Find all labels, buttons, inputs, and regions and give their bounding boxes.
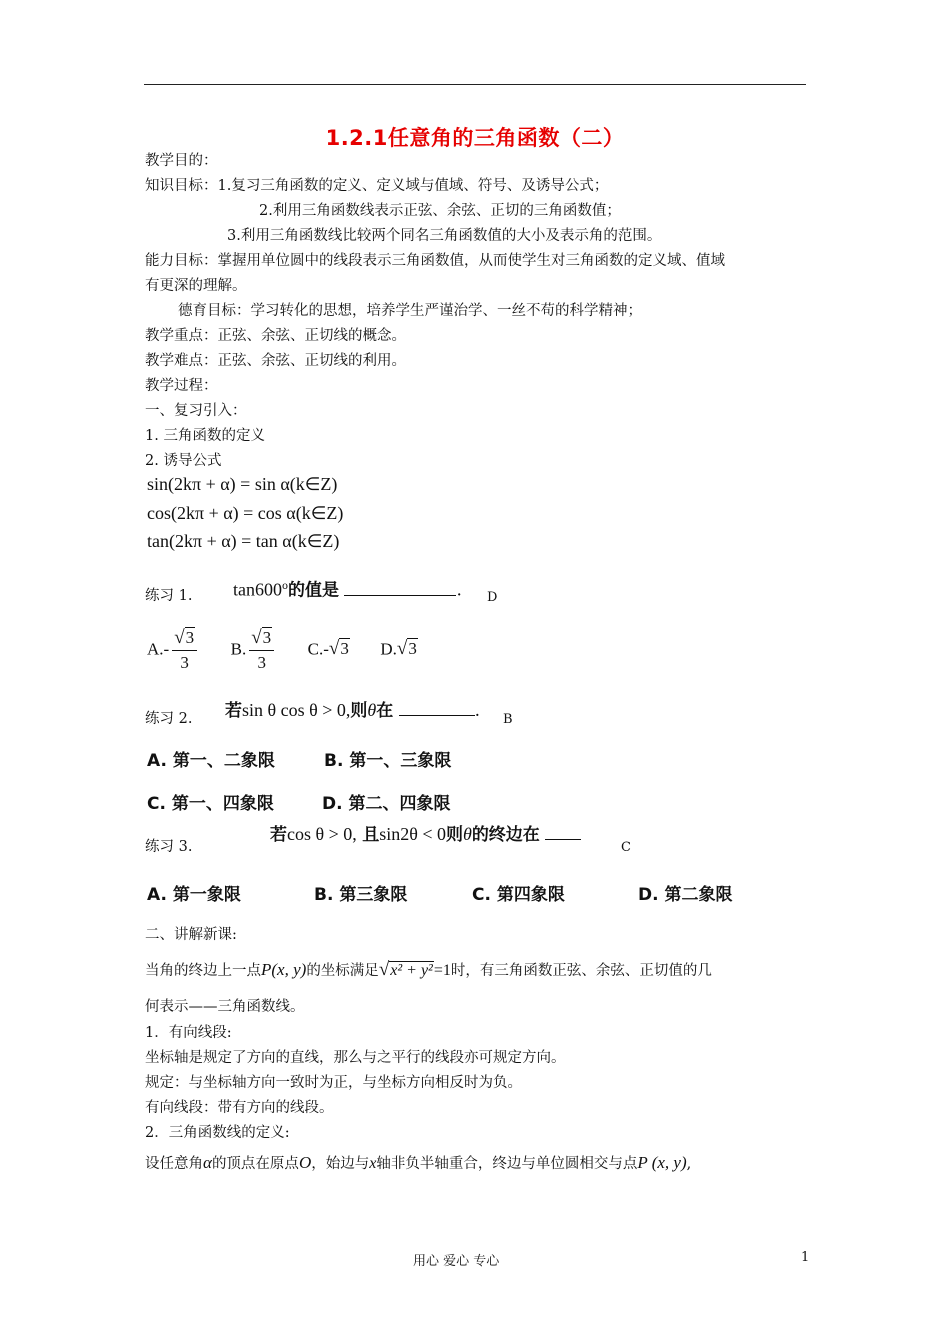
answer-blank	[344, 594, 456, 596]
exercise-2-option-a: A. 第一、二象限	[147, 751, 275, 771]
knowledge-objective-2: 2.利用三角函数线表示正弦、余弦、正切的三角函数值；	[259, 203, 621, 219]
review-item-1: 1. 三角函数的定义	[145, 428, 265, 444]
exercise-2-option-c: C. 第一、四象限	[147, 794, 274, 814]
difficulty: 教学难点：正弦、余弦、正切线的利用。	[145, 353, 406, 369]
header-rule	[144, 84, 806, 85]
exercise-1-question-text: 的值是	[288, 580, 340, 601]
exercise-3-option-a: A. 第一象限	[147, 885, 241, 905]
section-1-line-2: 规定：与坐标轴方向一致时为正，与坐标方向相反时为负。	[145, 1075, 522, 1091]
option-a-fraction: $\frac{√3}{3}$	[172, 626, 197, 675]
answer-blank	[545, 838, 581, 840]
moral-objective: 德育目标：学习转化的思想，培养学生严谨治学、一丝不苟的科学精神；	[178, 303, 642, 319]
option-a-label: A.-	[147, 639, 170, 659]
key-point: 教学重点：正弦、余弦、正切线的概念。	[145, 328, 406, 344]
exercise-3-question: 若cos θ > 0, 且sin2θ < 0则θ的终边在	[270, 824, 581, 845]
section-2-definition: 设任意角α的顶点在原点O，始边与x轴非负半轴重合，终边与单位圆相交与点P (x, y),	[145, 1153, 692, 1172]
sqrt-symbol: √x² + y²	[378, 959, 433, 980]
review-item-2: 2. 诱导公式	[145, 453, 222, 469]
formula-cos: cos(2kπ + α) = cos α(k∈Z)	[147, 503, 344, 523]
option-d-sqrt: √3	[396, 638, 417, 660]
exercise-1-answer: D	[487, 590, 498, 605]
page-title: 1.2.1任意角的三角函数（二）	[325, 126, 625, 150]
exercise-2-question: 若sin θ cos θ > 0,则θ在 .	[225, 700, 481, 721]
objectives-heading: 教学目的：	[145, 153, 218, 169]
new-lesson-intro: 当角的终边上一点P(x, y)的坐标满足√x² + y²=1时，有三角函数正弦、余弦、正切值的几	[145, 954, 712, 987]
formula-sin: sin(2kπ + α) = sin α(k∈Z)	[147, 474, 338, 494]
section-1-line-3: 有向线段：带有方向的线段。	[145, 1100, 334, 1116]
exercise-1-label: 练习 1.	[145, 588, 193, 604]
knowledge-objective-1: 知识目标：1.复习三角函数的定义、定义域与值域、符号、及诱导公式；	[145, 178, 609, 194]
new-lesson-heading: 二、讲解新课:	[145, 927, 237, 943]
ability-objective-line-1: 能力目标：掌握用单位圆中的线段表示三角函数值，从而使学生对三角函数的定义域、值域	[145, 253, 725, 269]
exercise-1-options	[147, 626, 418, 675]
exercise-3-option-d: D. 第二象限	[638, 885, 733, 905]
page-number: 1	[801, 1250, 810, 1265]
option-c-sqrt: √3	[328, 638, 349, 660]
answer-blank	[399, 714, 475, 716]
exercise-2-option-b: B. 第一、三象限	[324, 751, 452, 771]
knowledge-objective-3: 3.利用三角函数线比较两个同名三角函数值的大小及表示角的范围。	[227, 228, 662, 244]
option-d-label: D.	[380, 639, 397, 659]
option-b-fraction: $\frac{√3}{3}$	[249, 626, 274, 675]
exercise-3-option-b: B. 第三象限	[314, 885, 408, 905]
degree-mark: o	[282, 581, 289, 592]
exercise-3-option-c: C. 第四象限	[472, 885, 565, 905]
exercise-2-option-d: D. 第二、四象限	[322, 794, 451, 814]
section-2-heading: 2．三角函数线的定义:	[145, 1125, 290, 1141]
section-1-heading: 1．有向线段:	[145, 1025, 232, 1041]
exercise-1-tan-expr: tan600	[233, 579, 282, 600]
exercise-3-answer: C	[621, 840, 631, 855]
footer-text: 用心 爱心 专心	[413, 1254, 500, 1269]
process-heading: 教学过程：	[145, 378, 218, 394]
option-b-label: B.	[230, 639, 247, 659]
ability-objective-line-2: 有更深的理解。	[145, 278, 247, 294]
formula-tan: tan(2kπ + α) = tan α(k∈Z)	[147, 531, 340, 551]
exercise-3-label: 练习 3.	[145, 839, 193, 855]
sqrt-symbol: √3	[251, 627, 272, 648]
exercise-2-answer: B	[503, 712, 513, 727]
review-heading: 一、复习引入：	[145, 403, 247, 419]
section-1-line-1: 坐标轴是规定了方向的直线，那么与之平行的线段亦可规定方向。	[145, 1050, 566, 1066]
exercise-2-label: 练习 2.	[145, 711, 193, 727]
exercise-1-question: tan600$^o$的值是 .	[233, 579, 462, 601]
new-lesson-intro-cont: 何表示——三角函数线。	[145, 999, 305, 1015]
sqrt-symbol: √3	[174, 627, 195, 648]
option-c-label: C.-	[307, 639, 329, 659]
